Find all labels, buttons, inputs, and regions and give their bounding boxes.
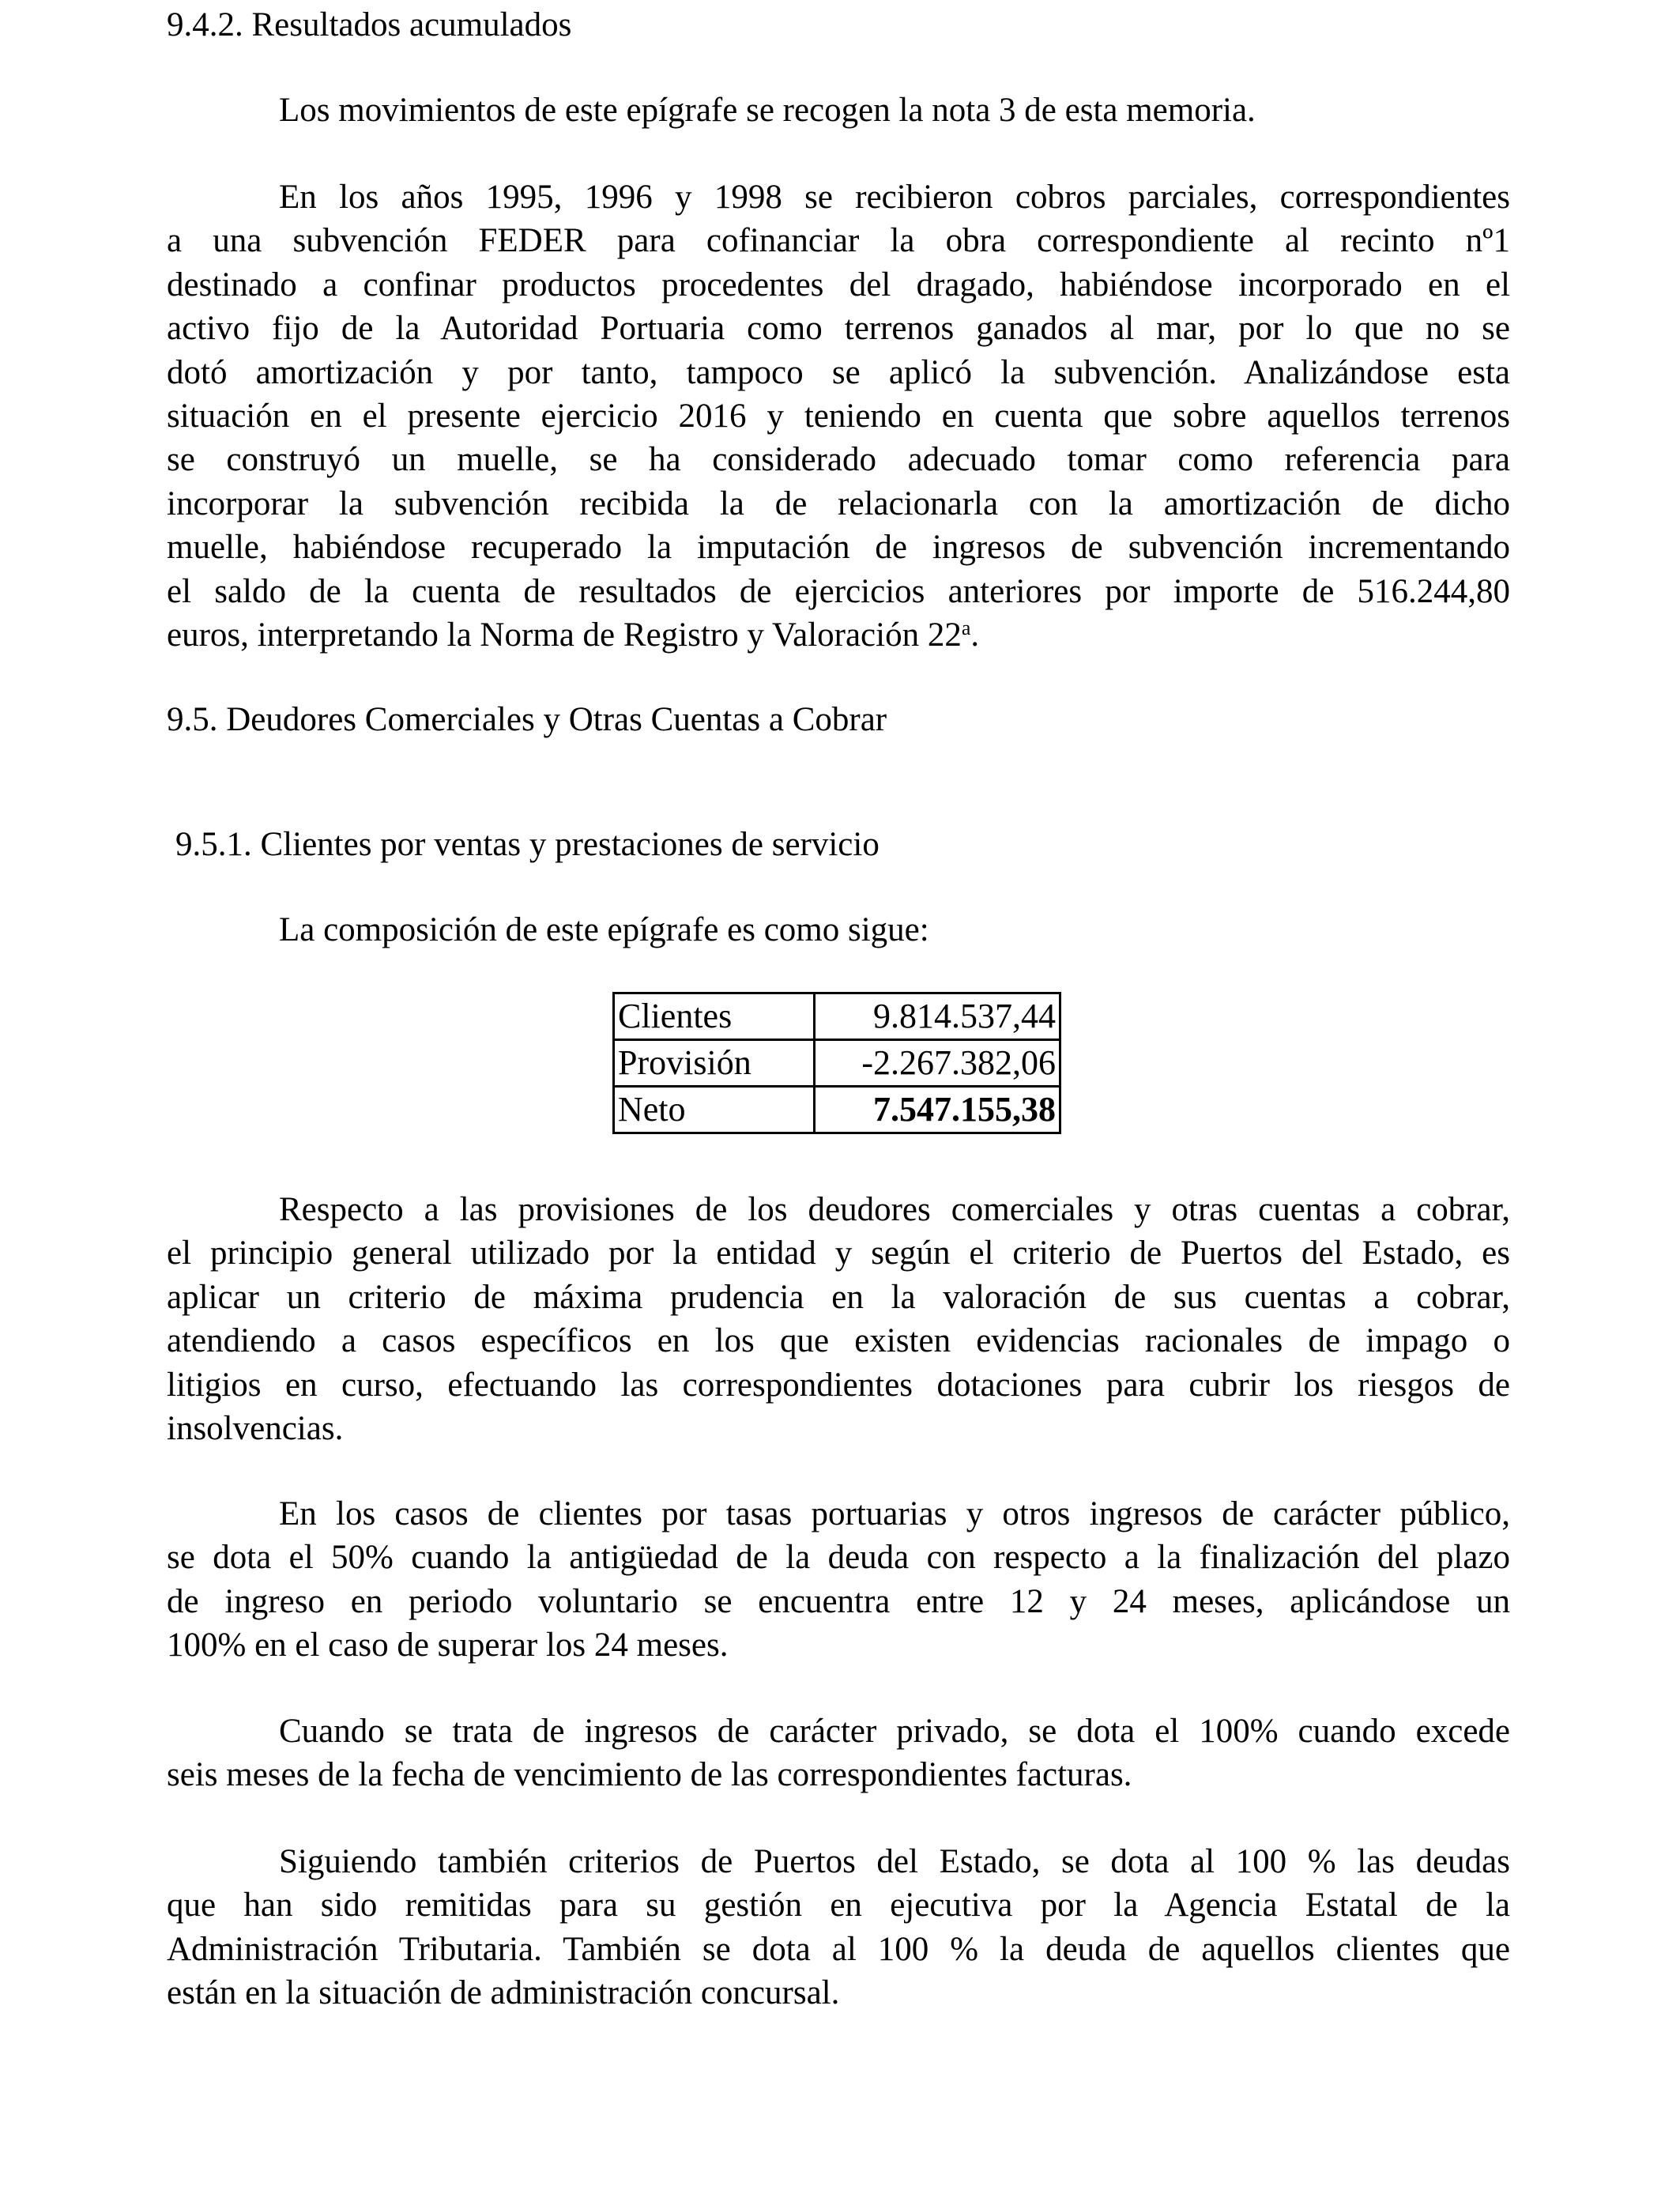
text-line: activo fijo de la Autoridad Portuaria como terrenos ganados al mar, por lo que no se (167, 310, 1510, 348)
text-line: En los años 1995, 1996 y 1998 se recibieron cobros parciales, correspondientes (279, 179, 1510, 216)
text-line-last (167, 613, 1510, 657)
text-fragment: euros, interpretando la Norma de Registro y Valoración 22 (167, 616, 962, 654)
table-row (614, 993, 1060, 1040)
text-line: aplicar un criterio de máxima prudencia en la valoración de sus cuentas a cobrar, (167, 1278, 1510, 1316)
text-line: Respecto a las provisiones de los deudores comerciales y otras cuentas a cobrar, (279, 1191, 1510, 1228)
table-cell-value: -2.267.382,06 (815, 1040, 1060, 1087)
text-line-last: están en la situación de administración concursal. (167, 1974, 840, 2012)
text-line: que han sido remitidas para su gestión en ejecutiva por la Agencia Estatal de la (167, 1887, 1510, 1924)
text-line: se construyó un muelle, se ha considerado adecuado tomar como referencia para (167, 441, 1510, 479)
paragraph-movimientos: Los movimientos de este epígrafe se recogen la nota 3 de esta memoria. (279, 92, 1256, 129)
clientes-table (612, 992, 1061, 1134)
table-cell-label: Neto (614, 1087, 815, 1133)
heading-9-4-2: 9.4.2. Resultados acumulados (167, 6, 572, 43)
text-line: incorporar la subvención recibida la de relacionarla con la amortización de dicho (167, 484, 1510, 522)
paragraph-composicion: La composición de este epígrafe es como sigue: (279, 911, 929, 948)
text-line: se dota el 50% cuando la antigüedad de la deuda con respecto a la finalización del plazo (167, 1539, 1510, 1577)
text-line: de ingreso en periodo voluntario se encuentra entre 12 y 24 meses, aplicándose un (167, 1582, 1510, 1620)
table-cell-value-total: 7.547.155,38 (815, 1087, 1060, 1133)
paragraph-feder (167, 175, 1510, 657)
table-row (614, 1040, 1060, 1087)
text-line: En los casos de clientes por tasas portuarias y otros ingresos de carácter público, (279, 1495, 1510, 1532)
superscript-ordinal: a (961, 616, 971, 639)
text-fragment: . (970, 616, 980, 654)
text-line: a una subvención FEDER para cofinanciar la obra correspondiente al recinto nº1 (167, 222, 1510, 260)
text-line-last: insolvencias. (167, 1409, 344, 1447)
paragraph-tasas (167, 1492, 1510, 1668)
text-line: el principio general utilizado por la entidad y según el criterio de Puertos del Estado, es (167, 1235, 1510, 1272)
text-line: situación en el presente ejercicio 2016 y teniendo en cuenta que sobre aquellos terrenos (167, 397, 1510, 435)
text-line: litigios en curso, efectuando las correspondientes dotaciones para cubrir los riesgos de (167, 1366, 1510, 1404)
text-line: atendiendo a casos específicos en los que existen evidencias racionales de impago o (167, 1322, 1510, 1360)
text-line: Administración Tributaria. También se dota al 100 % la deuda de aquellos clientes que (167, 1930, 1510, 1968)
table-cell-label: Clientes (614, 993, 815, 1040)
paragraph-provisiones (167, 1188, 1510, 1450)
paragraph-privado (167, 1710, 1510, 1797)
paragraph-aeat (167, 1840, 1510, 2015)
table-row-total (614, 1087, 1060, 1133)
text-line: Siguiendo también criterios de Puertos del Estado, se dota al 100 % las deudas (279, 1843, 1510, 1880)
text-line-last: seis meses de la fecha de vencimiento de las correspondientes facturas. (167, 1756, 1132, 1794)
text-line: muelle, habiéndose recuperado la imputación de ingresos de subvención incrementando (167, 529, 1510, 567)
text-line-last: 100% en el caso de superar los 24 meses. (167, 1627, 729, 1664)
text-line: el saldo de la cuenta de resultados de ejercicios anteriores por importe de 516.244,80 (167, 572, 1510, 610)
text-line: Cuando se trata de ingresos de carácter privado, se dota el 100% cuando excede (279, 1713, 1510, 1750)
heading-9-5: 9.5. Deudores Comerciales y Otras Cuentas a Cobrar (167, 701, 887, 738)
heading-9-5-1: 9.5.1. Clientes por ventas y prestaciones de servicio (175, 826, 880, 863)
table-cell-value: 9.814.537,44 (815, 993, 1060, 1040)
text-line: dotó amortización y por tanto, tampoco se aplicó la subvención. Analizándose esta (167, 353, 1510, 391)
text-line: destinado a confinar productos procedentes del dragado, habiéndose incorporado en el (167, 266, 1510, 303)
table-cell-label: Provisión (614, 1040, 815, 1087)
